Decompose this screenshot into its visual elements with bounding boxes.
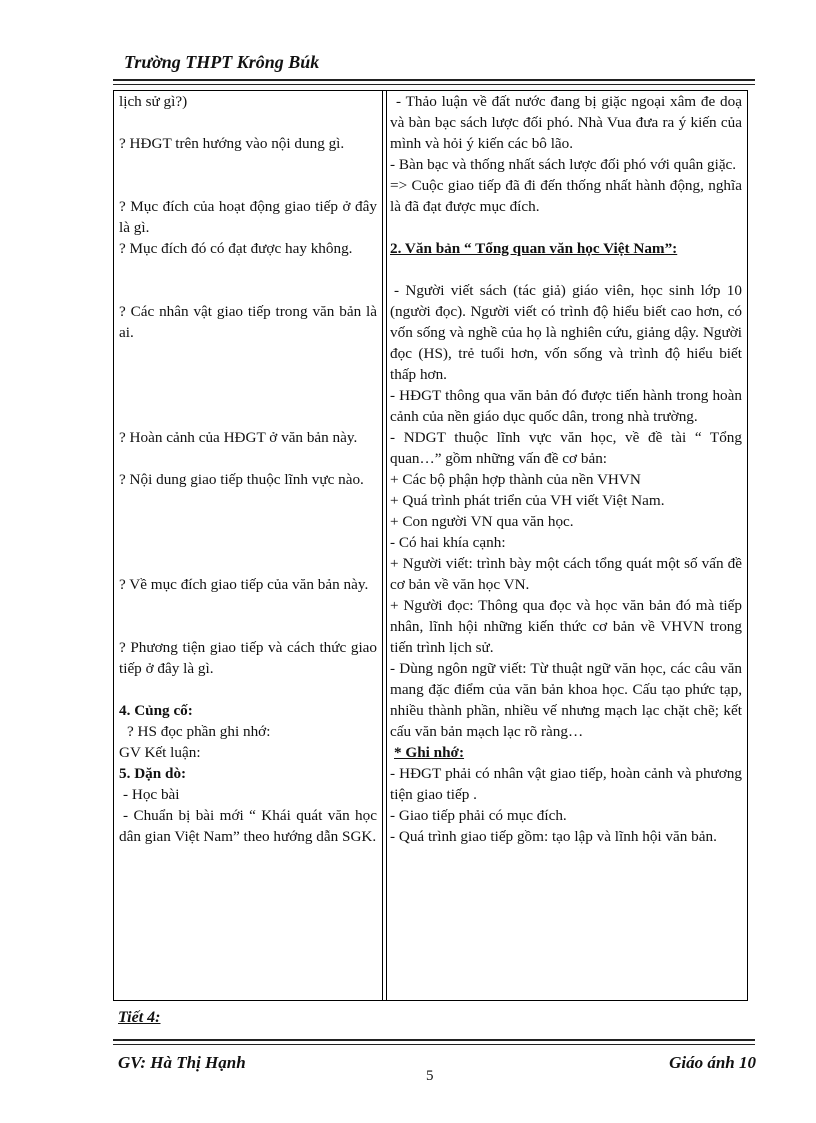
header-rule-thin bbox=[113, 84, 755, 85]
footer-rule-thin bbox=[113, 1044, 755, 1045]
left-line: GV Kết luận: bbox=[119, 744, 201, 761]
header-rule bbox=[113, 79, 755, 81]
right-paragraph: + Các bộ phận hợp thành của nền VHVN bbox=[390, 471, 641, 488]
column-divider-inner bbox=[386, 91, 387, 1000]
teacher-questions-column bbox=[119, 91, 377, 847]
right-paragraph: - Người viết sách (tác giả) giáo viên, học sinh lớp 10 (người đọc). Người viết có trình độ hiểu biết cao hơn, có vốn sống và nghề của họ là nghiên cứu, giảng dậy. Người đọc (HS), trẻ tuổi hơn, vốn sống và trình độ hiểu biết thấp hơn. bbox=[390, 282, 742, 383]
student-answers-column bbox=[390, 91, 742, 847]
lesson-period-label: Tiết 4: bbox=[118, 1009, 161, 1026]
lesson-plan-label: Giáo ánh 10 bbox=[669, 1053, 756, 1072]
column-divider bbox=[382, 91, 383, 1000]
left-question: ? Mục đích đó có đạt được hay không. bbox=[119, 240, 353, 257]
left-question: ? Về mục đích giao tiếp của văn bản này. bbox=[119, 576, 369, 593]
section-heading-text2: 2. Văn bản “ Tổng quan văn học Việt Nam”: bbox=[390, 240, 678, 257]
right-paragraph: - Dùng ngôn ngữ viết: Từ thuật ngữ văn học, các câu văn mang đặc điểm của văn bản khoa học. Cấu tạo phức tạp, nhiều thành phần, nhiều vế nhưng mạch lạc chặt chẽ; kết cấu văn bản mạch lạc rõ ràng… bbox=[390, 660, 742, 740]
memo-heading: * Ghi nhớ: bbox=[394, 744, 465, 761]
right-paragraph: - Có hai khía cạnh: bbox=[390, 534, 506, 551]
school-header: Trường THPT Krông Búk bbox=[124, 52, 320, 72]
right-paragraph: - HĐGT phải có nhân vật giao tiếp, hoàn cảnh và phương tiện giao tiếp . bbox=[390, 765, 742, 803]
left-question: ? Hoàn cảnh của HĐGT ở văn bản này. bbox=[119, 429, 358, 446]
right-paragraph: - Quá trình giao tiếp gồm: tạo lập và lĩnh hội văn bản. bbox=[390, 828, 717, 845]
right-paragraph: - Thảo luận về đất nước đang bị giặc ngoại xâm đe doạ và bàn bạc sách lược đối phó. Nhà Vua đưa ra ý kiến của mình và hỏi ý kiến các bô lão. bbox=[390, 93, 742, 152]
right-paragraph: => Cuộc giao tiếp đã đi đến thống nhất hành động, nghĩa là đã đạt được mục đích. bbox=[390, 177, 742, 215]
left-question: ? Các nhân vật giao tiếp trong văn bản là ai. bbox=[119, 303, 377, 341]
section-heading-homework: 5. Dặn dò: bbox=[119, 765, 187, 782]
page-number: 5 bbox=[426, 1068, 434, 1084]
left-line: ? HS đọc phần ghi nhớ: bbox=[127, 723, 271, 740]
teacher-name: GV: Hà Thị Hạnh bbox=[118, 1053, 246, 1072]
right-paragraph: + Người đọc: Thông qua đọc và học văn bản đó mà tiếp nhân, lĩnh hội những kiến thức cơ bản về VHVN trong tiến trình lịch sử. bbox=[390, 597, 742, 656]
right-paragraph: - HĐGT thông qua văn bản đó được tiến hành trong hoàn cảnh của nền giáo dục quốc dân, trong nhà trường. bbox=[390, 387, 742, 425]
right-paragraph: - NDGT thuộc lĩnh vực văn học, về đề tài “ Tổng quan…” gồm những vấn đề cơ bản: bbox=[390, 429, 742, 467]
section-heading-consolidation: 4. Củng cố: bbox=[119, 702, 193, 719]
lesson-table bbox=[113, 90, 748, 1001]
left-line: - Học bài bbox=[123, 786, 180, 803]
right-paragraph: + Con người VN qua văn học. bbox=[390, 513, 574, 530]
right-paragraph: + Quá trình phát triển của VH viết Việt Nam. bbox=[390, 492, 665, 509]
left-question: ? Nội dung giao tiếp thuộc lĩnh vực nào. bbox=[119, 471, 364, 488]
left-line: lịch sử gì?) bbox=[119, 93, 188, 110]
right-paragraph: + Người viết: trình bày một cách tổng quát một số vấn đề cơ bản về văn học VN. bbox=[390, 555, 742, 593]
left-line: - Chuẩn bị bài mới “ Khái quát văn học dân gian Việt Nam” theo hướng dẫn SGK. bbox=[119, 807, 377, 845]
footer-rule bbox=[113, 1039, 755, 1041]
right-paragraph: - Bàn bạc và thống nhất sách lược đối phó với quân giặc. bbox=[390, 156, 737, 173]
left-question: ? HĐGT trên hướng vào nội dung gì. bbox=[119, 135, 345, 152]
left-question: ? Phương tiện giao tiếp và cách thức giao tiếp ở đây là gì. bbox=[119, 639, 377, 677]
left-question: ? Mục đích của hoạt động giao tiếp ở đây là gì. bbox=[119, 198, 377, 236]
right-paragraph: - Giao tiếp phải có mục đích. bbox=[390, 807, 567, 824]
